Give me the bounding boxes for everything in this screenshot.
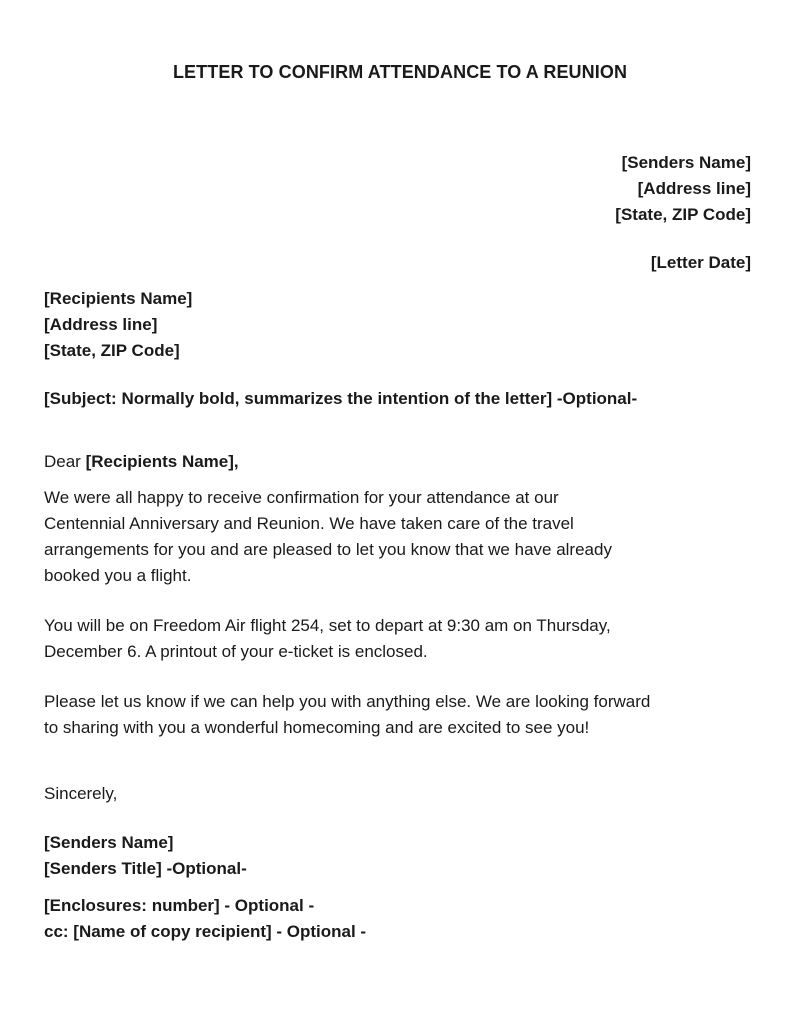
sender-name: [Senders Name] (621, 153, 751, 172)
cc-note: cc: [Name of copy recipient] - Optional - (44, 922, 367, 941)
letter-date: [Letter Date] (650, 253, 751, 272)
paragraph-line: We were all happy to receive confirmation for your attendance at our (44, 488, 559, 507)
enclosures-note: [Enclosures: number] - Optional - (44, 896, 315, 915)
recipient-state-zip: [State, ZIP Code] (44, 341, 180, 360)
signature-title: [Senders Title] -Optional- (44, 859, 247, 878)
sender-state-zip: [State, ZIP Code] (615, 205, 751, 224)
greeting-recipient-name: [Recipients Name], (85, 452, 239, 471)
body-paragraph-3 (44, 689, 756, 741)
recipient-address-line: [Address line] (44, 315, 158, 334)
paragraph-line: You will be on Freedom Air flight 254, set to depart at 9:30 am on Thursday, (44, 616, 611, 635)
subject-line: [Subject: Normally bold, summarizes the intention of the letter] -Optional- (44, 389, 638, 408)
paragraph-line: to sharing with you a wonderful homecoming and are excited to see you! (44, 718, 590, 737)
greeting-salutation: Dear (44, 452, 81, 471)
recipient-address-block (44, 286, 192, 364)
greeting (44, 449, 239, 475)
footer-notes (44, 893, 366, 945)
paragraph-line: booked you a flight. (44, 566, 192, 585)
body-paragraph-1 (44, 485, 756, 589)
sender-address-block (615, 150, 751, 228)
paragraph-line: Please let us know if we can help you with anything else. We are looking forward (44, 692, 651, 711)
recipient-name: [Recipients Name] (44, 289, 193, 308)
paragraph-line: arrangements for you and are pleased to let you know that we have already (44, 540, 612, 559)
paragraph-line: Centennial Anniversary and Reunion. We have taken care of the travel (44, 514, 574, 533)
body-paragraph-2 (44, 613, 756, 665)
sender-address-line: [Address line] (637, 179, 751, 198)
signature-block (44, 830, 247, 882)
signature-name: [Senders Name] (44, 833, 174, 852)
paragraph-line: December 6. A printout of your e-ticket is enclosed. (44, 642, 428, 661)
page-title: LETTER TO CONFIRM ATTENDANCE TO A REUNION (172, 62, 628, 82)
closing: Sincerely, (44, 784, 118, 803)
